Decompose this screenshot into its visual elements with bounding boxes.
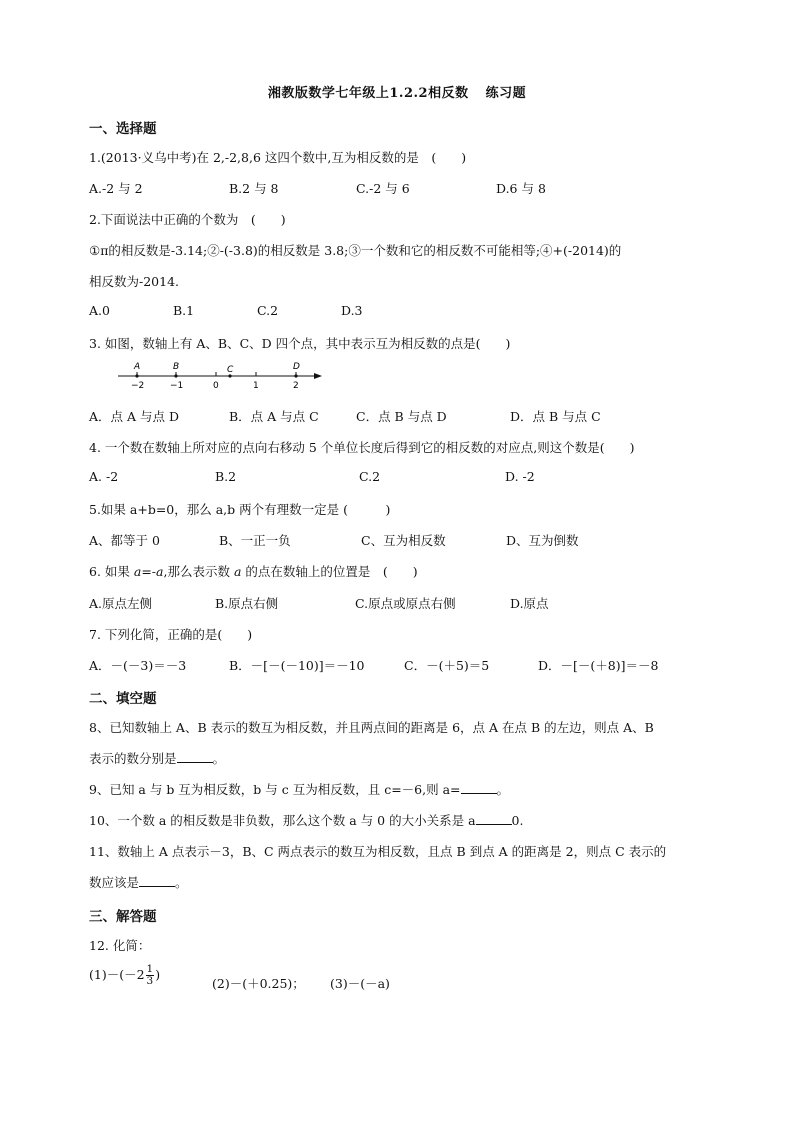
q11-line2-end: 。 <box>175 875 188 890</box>
q6-option-b: B.原点右侧 <box>215 596 279 611</box>
fraction-numerator: 1 <box>146 963 154 975</box>
q6-option-a: A.原点左侧 <box>89 596 153 611</box>
q2-option-d: D.3 <box>341 303 363 318</box>
q9 <box>89 780 509 798</box>
title-main: 湘教版数学七年级上1.2.2相反数 <box>267 86 469 101</box>
q6-stem-mid: ,那么表示数 <box>163 564 234 579</box>
fraction <box>146 964 155 987</box>
q5-option-d: D、互为倒数 <box>506 533 579 548</box>
q12-part1-post: ) <box>155 967 161 982</box>
q10 <box>89 811 523 829</box>
point-b-label: B <box>173 362 180 372</box>
q1-option-d: D.6 与 8 <box>496 181 546 196</box>
point-d-dot <box>294 374 297 377</box>
page-title <box>0 82 794 101</box>
q2-statements-line2: 相反数为-2014. <box>89 274 180 289</box>
q9-end: 。 <box>496 782 510 797</box>
q6-stem <box>89 562 418 580</box>
q5-option-c: C、互为相反数 <box>361 533 446 548</box>
tick-label-2: 2 <box>293 381 299 390</box>
section-heading-fill: 二、填空题 <box>89 691 157 707</box>
q3-stem: 3. 如图，数轴上有 A、B、C、D 四个点，其中表示互为相反数的点是( ) <box>89 336 511 351</box>
q11-line1: 11、数轴上 A 点表示－3，B、C 两点表示的数互为相反数，且点 B 到点 A 的距离是 2，则点 C 表示的 <box>89 844 667 859</box>
q3-option-b: B．点 A 与点 C <box>229 409 319 424</box>
tick-label-m1: −1 <box>170 381 184 390</box>
q1-option-a: A.-2 与 2 <box>89 181 143 196</box>
tick-label-m2: −2 <box>131 381 145 390</box>
q2-option-c: C.2 <box>257 303 279 318</box>
q6-expr: a=-a <box>133 564 164 579</box>
q7-option-d: D．－[－(＋8)]＝－8 <box>538 658 659 673</box>
q7-option-b: B．－[－(－10)]＝－10 <box>229 658 365 673</box>
q7-stem: 7. 下列化简，正确的是( ) <box>89 627 253 642</box>
number-line-figure <box>118 360 328 390</box>
q6-option-d: D.原点 <box>510 596 549 611</box>
point-c-label: C <box>227 365 234 375</box>
tick-label-0: 0 <box>213 381 219 390</box>
q5-option-a: A、都等于 0 <box>89 533 160 548</box>
q4-option-d: D. -2 <box>505 469 535 484</box>
q6-var: a <box>233 564 242 579</box>
q2-option-a: A.0 <box>89 303 110 318</box>
point-a-dot <box>135 374 138 377</box>
q3-option-a: A．点 A 与点 D <box>89 409 179 424</box>
q4-option-a: A. -2 <box>89 469 119 484</box>
q11-line2 <box>89 873 188 891</box>
q2-option-b: B.1 <box>173 303 195 318</box>
q3-option-c: C．点 B 与点 D <box>356 409 447 424</box>
q2-statements-line1: ①π的相反数是-3.14;②-(-3.8)的相反数是 3.8;③一个数和它的相反数不可能相等;④+(-2014)的 <box>89 243 622 258</box>
fraction-denominator: 3 <box>146 975 154 987</box>
point-b-dot <box>174 374 177 377</box>
section-heading-solve: 三、解答题 <box>89 909 157 925</box>
title-suffix: 练习题 <box>485 86 527 101</box>
q10-text: 10、一个数 a 的相反数是非负数，那么这个数 a 与 0 的大小关系是 a <box>89 813 476 828</box>
q1-option-c: C.-2 与 6 <box>356 181 410 196</box>
q9-answer-blank[interactable] <box>461 782 497 794</box>
axis-arrow <box>314 373 322 379</box>
q8-line2-text: 表示的数分别是 <box>89 751 177 766</box>
number-line-svg <box>118 360 328 390</box>
q10-end: 0. <box>511 813 524 828</box>
q6-stem-pre: 6. 如果 <box>89 564 134 579</box>
q6-stem-post: 的点在数轴上的位置是 ( ) <box>241 564 418 579</box>
q4-option-c: C.2 <box>359 469 381 484</box>
q6-option-c: C.原点或原点右侧 <box>355 596 456 611</box>
q12-part1 <box>89 964 160 987</box>
q7-option-c: C．－(＋5)＝5 <box>404 658 490 673</box>
q10-answer-blank[interactable] <box>476 813 512 825</box>
q8-line1: 8、已知数轴上 A、B 表示的数互为相反数，并且两点间的距离是 6，点 A 在点 B 的左边，则点 A、B <box>89 720 654 735</box>
q9-text: 9、已知 a 与 b 互为相反数，b 与 c 互为相反数，且 c=－6,则 a= <box>89 782 461 797</box>
q8-line2-end: 。 <box>212 751 226 766</box>
q12-part1-pre: (1)－(－2 <box>89 967 145 982</box>
q7-option-a: A．－(－3)＝－3 <box>89 658 187 673</box>
q8-answer-blank[interactable] <box>177 751 213 763</box>
point-d-label: D <box>293 362 300 372</box>
point-a-label: A <box>134 362 141 372</box>
q4-option-b: B.2 <box>215 469 237 484</box>
q2-stem: 2.下面说法中正确的个数为 ( ) <box>89 212 286 227</box>
tick-label-1: 1 <box>253 381 259 390</box>
q8-line2 <box>89 749 225 767</box>
q12-stem: 12. 化简： <box>89 938 151 953</box>
section-heading-choice: 一、选择题 <box>89 121 157 137</box>
q5-stem: 5.如果 a+b=0，那么 a,b 两个有理数一定是 ( ) <box>89 502 391 517</box>
q5-option-b: B、一正一负 <box>219 533 291 548</box>
q1-option-b: B.2 与 8 <box>229 181 279 196</box>
q11-line2-text: 数应该是 <box>89 875 140 890</box>
q1-stem: 1.(2013·义乌中考)在 2,-2,8,6 这四个数中,互为相反数的是 ( ) <box>89 150 467 165</box>
q4-stem: 4. 一个数在数轴上所对应的点向右移动 5 个单位长度后得到它的相反数的对应点,则这个数是( ) <box>89 440 635 455</box>
q11-answer-blank[interactable] <box>139 875 175 887</box>
q12-part2: (2)－(＋0.25)； <box>212 976 305 991</box>
q12-part3: (3)－(－a) <box>330 976 390 991</box>
q3-option-d: D．点 B 与点 C <box>510 409 601 424</box>
